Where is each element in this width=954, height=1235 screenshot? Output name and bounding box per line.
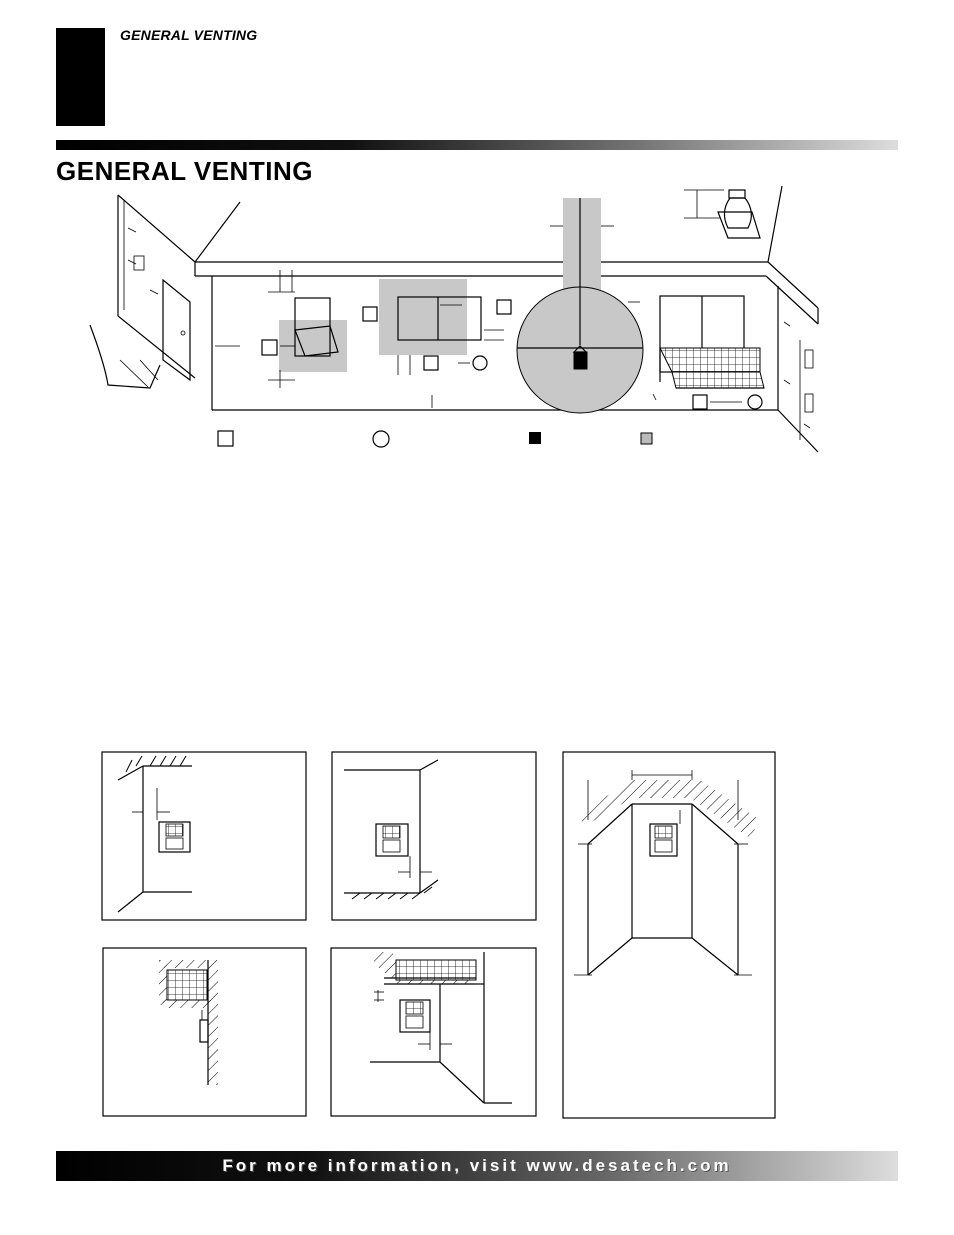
detail-panel-outside-corner [332,752,536,920]
page-title: GENERAL VENTING [56,156,313,186]
legend-square-open-icon [218,431,233,446]
footer-website-text: For more information, visit www.desatech.com [222,1156,732,1175]
legend-square-shaded-icon [641,433,652,444]
vent-terminal-window [262,340,277,355]
detail-panel-overhang [103,948,306,1116]
detail-panel-corner-ceiling [102,752,306,920]
legend-square-solid-icon [529,432,541,444]
header-section-label: GENERAL VENTING [120,27,258,43]
house-overview [90,186,818,452]
vent-terminal-center [574,352,587,369]
vent-terminal-left-wall [134,256,144,270]
legend-circle-icon [373,431,389,447]
detail-panel-alcove [563,752,775,1118]
detail-panel-porch [331,948,536,1116]
roof-vent-cap [684,190,760,238]
